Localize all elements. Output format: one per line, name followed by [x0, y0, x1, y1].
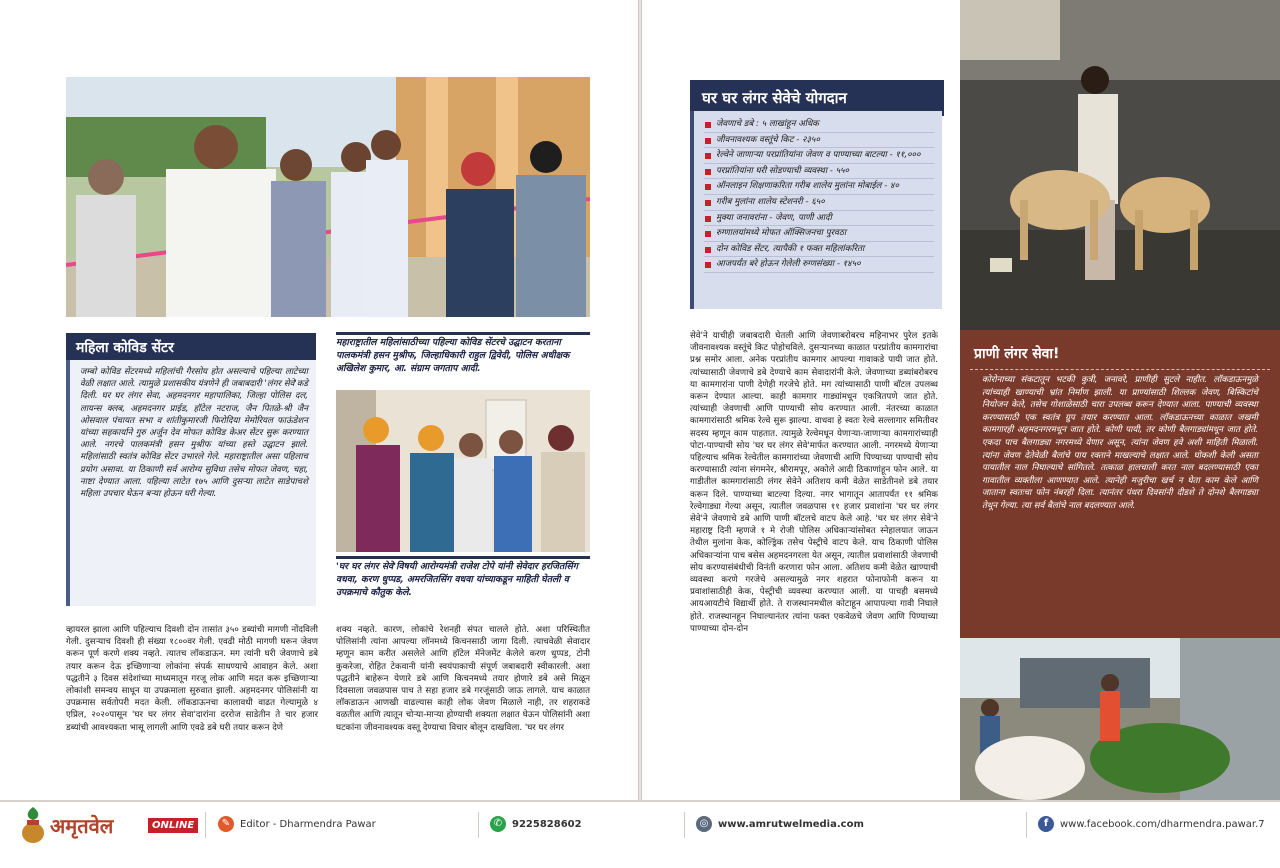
contrib-list [694, 111, 942, 279]
women-center-heading: महिला कोविड सेंटर [66, 333, 316, 362]
editor-item [218, 816, 376, 832]
right-body-column: सेवे'ने याचीही जबाबदारी घेतली आणि जेवणाबरोबरच महिनाभर पुरेल इतके जीवनावश्यक वस्तूंचे किट पोहोचविले. दुसऱ्यानच्या काळात परप्रांतीय कामगारांचा प्रश्न समोर आला. अनेक परप्रांतीय कामगार आपल्या गावाकडे पायी जात होते. त्यांच्यासाठी जेवणाचे डबे देण्याचे काम सेवादारांनी केले. जेवणाच्या डब्यांबरोबरच या कामगारांना पाणी देणेही गरजेचे होते. मग त्यांच्यासाठी पाणी बॉटल उपलब्ध करून देण्यात आल्या. काही कामगार गाड्यांमधून एकत्रितपणे जात होते. त्यांच्याही जेवणाची आणि पाण्याची सोय करण्यात आली. नंतरच्या काळात कामगारांसाठी श्रमिक रेल्वे सुरू झाल्या. वाधवा हे स्वतः रेल्वे सल्लागार समितीवर सदस्य म्हणून काम पाहतात. त्यामुळे रेल्वेमधून येणाऱ्या-जाणाऱ्या कामगारांच्याही पोटा-पाण्याची सोय 'घर घर लंगर सेवे'मार्फत करण्यात आली. नगरमध्ये येणाऱ्या पहिल्याच श्रमिक रेल्वेतील कामगारांच्या जेवणाची आणि पिण्याच्या पाण्याची सोय करण्यासाठी त्यांना संगमनेर, श्रीरामपूर, अकोले आदी ठिकाणांहून फोन आले. या गाडीतील कामगारांसाठी लंगर सेवेने अतिशय कमी वेळेत साडेतीनशे डबे तयार करून दिले. पाण्याच्या बाटल्या दिल्या. नगर भागातून आतापर्यंत ११ श्रमिक रेल्वेगाड्या गेल्या असून, त्यातील जवळपास ११ हजार प्रवाशांना 'घर घर लंगर सेवे'ने जेवणाचे डबे आणि पाणी बॉटलचे वाटप केले आहे. 'घर घर लंगर सेवे'ने महाराष्ट्र दिनी म्हणजे १ मे रोजी पोलिस अधिकाऱ्यांसोबत स्नेहालयात जाऊन तेथील मुलांना केक, कोल्ड्रिंक तसेच पेस्ट्रीचे वाटप केले. याच ठिकाणी पोलिस अधिकाऱ्यांना पाच बसेस अहमदनगरला येत असून, त्यातील प्रवाशांसाठी जेवणाची सोय करण्यासंबंधीची विनंती करणारा फोन आला. अतिशय कमी वेळेत खाण्याची व्यवस्था करणे गरजेचे असल्यामुळे नगर शहरात फोनाफोनी करून या प्रवाशांसाठीही केक, पेस्ट्रीची व्यवस्था करण्यात आली. या पाचही बसमध्ये आयआयटीचे विद्यार्थी होते. ते राजस्थानमधील कोटाहून आपापल्या गावी निघाले होते. राजस्थानहून निघाल्यानंतर त्यांना फक्त एकवेळचे जेवण आणि पिण्याच्या पाण्याच्या दोन-दोन [690, 331, 938, 634]
list-item: जेवणाचे डबे : ५ लाखांहून अधिक [704, 117, 934, 133]
amrutwel-logo [18, 804, 198, 848]
website-link[interactable] [696, 816, 864, 832]
list-item: रुग्णालयांमध्ये मोफत ऑक्सिजनचा पुरवठा [704, 226, 934, 242]
footer-divider [1026, 812, 1027, 838]
whatsapp-icon: ✆ [490, 816, 506, 832]
phone-item[interactable] [490, 816, 582, 832]
facebook-text: www.facebook.com/dharmendra.pawar.7 [1060, 818, 1265, 830]
online-badge: ONLINE [148, 818, 198, 833]
contrib-box [690, 111, 942, 309]
facebook-icon: f [1038, 816, 1054, 832]
editor-text: Editor - Dharmendra Pawar [240, 818, 376, 830]
facebook-link[interactable] [1038, 816, 1265, 832]
list-item: परप्रांतियांना घरी सोडण्याची व्यवस्था - ५५० [704, 164, 934, 180]
footer [0, 800, 1280, 868]
pencil-icon: ✎ [218, 816, 234, 832]
list-item: ऑनलाइन शिक्षणाकरिता गरीब शालेय मुलांना मोबाईल - ४० [704, 179, 934, 195]
caption-rule [336, 332, 590, 335]
right-page [642, 0, 1280, 800]
left-page [0, 0, 638, 800]
health-minister-caption: 'घर घर लंगर सेवे'विषयी आरोग्यमंत्री राजेश टोपे यांनी सेवेदार हरजितसिंग वधवा, करण धुप्पड, अमरजितसिंग वधवा यांच्याकडून माहिती घेतली व उपक्रमाचे कौतुक केले. [336, 561, 578, 598]
women-center-box [66, 360, 316, 606]
dogs-feeding-photo [960, 0, 1280, 330]
footer-divider [684, 812, 685, 838]
contrib-heading: घर घर लंगर सेवेचे योगदान [690, 80, 944, 116]
left-bottom-column-2: शक्य नव्हते. कारण, लोकांचे रेशनही संपत चालले होते. अशा परिस्थितीत पोलिसांनी त्यांना आपल्या लॉनमध्ये किचनसाठी जागा दिली. त्याचवेळी सेवादार म्हणून काम करीत असलेले आणि हॉटेल मॅनेजमेंट केलेले करण धुप्पड, टोनी कुकरेजा, रोहित टेकवानी यांनी स्वयंपाकाची संपूर्ण जबाबदारी स्वीकारली. अशा पद्धतीने बाहेरून येणारे डबे आणि किचनमध्ये तयार होणारे डबे असे मिळून दिवसाला जवळपास पाच ते सहा हजार डबे गरजूंसाठी जाऊ लागले. याच काळात लॉकडाऊन आणखी वाढल्यास काही लोक जेवण मिळाले नाही, तर शहराकडे वळतील आणि त्यातून चोऱ्या-माऱ्या होण्याची शक्यता लक्षात घेऊन पोलिसांनी अशा घटकांना जीवनावश्यक वस्तू देण्याचा विचार बोलून दाखविला. 'घर घर लंगर [336, 625, 590, 733]
caption-rule-2 [336, 556, 590, 559]
kalash-icon [18, 804, 48, 846]
health-minister-photo [336, 390, 590, 552]
animal-langar-heading: प्राणी लंगर सेवा! [974, 346, 1060, 362]
animal-langar-panel [960, 330, 1280, 638]
logo-text: अमृतवेल [50, 814, 114, 838]
animal-langar-body: कोरोनाच्या संकटातून भटकी कुत्री, जनावरे, प्राणीही सुटले नाहीत. लॉकडाऊनमुळे त्यांच्याही खाण्याची भ्रांत निर्माण झाली. या प्राण्यांसाठी शिल्लक जेवण, बिस्किटांचे नियोजन केले, तसेच गोशाळेसाठी चारा उपलब्ध करून देण्यात आला. पाण्याची व्यवस्था करण्यासाठी एक स्वतंत्र ग्रुप तयार करण्यात आला. लॉकडाऊनच्या काळात जखमी कामगारही अहमदनगरमधून जात होते. कोणी पायी, तर कोणी बैलगाड्यांमधून जात होते. एकदा पाच बैलगाड्या नगरमध्ये येणार असून, त्यांना जेवण हवे अशी माहिती मिळाली. त्यांना जेवण देतेवेळी बैलांचे पाय रक्ताने माखल्याचे लक्षात आले. घोकशी केली असता पायातील नाल निघाल्याचे सांगितले. तत्काळ हालचाली करत नाल बदलण्यासाठी एका गावातील व्यक्तीला आणण्यात आले. त्यानेही मजुरीचा खर्च न घेता काम केले आणि जाताना स्वतःचा फोन नंबरही दिला. त्यानंतर पंधरा दिवसांनी दीडशे ते दोनशे बैलगाड्या तेथून गेल्या. त्या सर्व बैलांचे नाल बदलण्यात आले. [970, 369, 1270, 517]
footer-divider [205, 812, 206, 838]
list-item: जीवनावश्यक वस्तूंचे किट - २३५० [704, 133, 934, 149]
list-item: मुक्या जनावरांना - जेवण, पाणी आदी [704, 211, 934, 227]
website-text: www.amrutwelmedia.com [718, 818, 864, 830]
inauguration-caption: महाराष्ट्रातील महिलांसाठीच्या पहिल्या कोविड सेंटरचे उद्घाटन करताना पालकमंत्री हसन मुश्रीफ, जिल्हाधिकारी राहुल द्विवेदी, पोलिस अधीक्षक अखिलेश कुमार, आ. संग्राम जगताप आदी. [336, 337, 570, 374]
list-item: दोन कोविड सेंटर, त्यापैकी १ फक्त महिलांकरिता [704, 242, 934, 258]
list-item: आजपर्यंत बरे होऊन गेलेली रुग्णसंख्या - १४५० [704, 257, 934, 273]
globe-icon: ◎ [696, 816, 712, 832]
cattle-photo [960, 638, 1280, 800]
women-center-body: जम्बो कोविड सेंटरमध्ये महिलांची गैरसोय होत असल्याचे पहिल्या लाटेच्या वेळी लक्षात आले. त्यामुळे प्रशासकीय यंत्रणेने ही जबाबदारी 'लंगर सेवे'कडे दिली. घर घर लंगर सेवा, अहमदनगर महापालिका, जिल्हा पोलिस दल, लायन्स क्लब, अहमदनगर प्राईड, हॉटेल नटराज, जैन पितळे-श्री जैन ओसवाल पंचायत सभा व शांतीकुमारजी फिरोदिया मेमोरियल फाऊंडेशन यांच्या सहकार्याने गुरु अर्जुन देव मोफत कोविड केअर सेंटर सुरू करण्यात आले. नगरचे पालकमंत्री हसन मुश्रीफ यांच्या हस्ते उद्घाटन झाले. महिलांसाठी स्वतंत्र कोविड सेंटर उभारले गेले. महाराष्ट्रातील असा पहिलाच प्रयोग असावा. या ठिकाणी सर्व आरोग्य सुविधा तसेच मोफत जेवण, चहा, नाष्टा देण्यात आला. पहिल्या लाटेत १७५ आणि दुसऱ्या लाटेत साडेपाचशे महिला उपचार घेऊन बऱ्या होऊन घरी गेल्या. [80, 367, 308, 500]
inauguration-photo [66, 77, 590, 317]
list-item: गरीब मुलांना शालेय स्टेशनरी - ६५० [704, 195, 934, 211]
list-item: रेल्वेने जाणाऱ्या परप्रांतियांना जेवण व पाण्याच्या बाटल्या - ११,००० [704, 148, 934, 164]
phone-text: 9225828602 [512, 818, 582, 830]
footer-divider [478, 812, 479, 838]
left-bottom-column-1: व्हायरल झाला आणि पहिल्याच दिवशी दोन तासांत ३५० डब्यांची मागणी नोंदविली गेली. दुसऱ्याच दिवशी ही संख्या १८००वर गेली. एवढी मोठी मागणी घरून जेवण करून पूर्ण करणे शक्य नव्हते. त्यातच लॉकडाऊन. मग त्यांनी घरी जेवणाचे डबे तयार करून देऊ इच्छिणाऱ्या लोकांना संपर्क साधण्याचे आवाहन केले. अशा पद्धतीने ३ दिवस संदेशांच्या माध्यमातून गरजू लोक आणि मदत करू इच्छिणाऱ्या लोकांशी समन्वय साधून या उपक्रमाला सुरुवात झाली. अहमदनगर पोलिसांनी या उपक्रमास सर्वतोपरी मदत केली. लॉकडाऊनचा कालावधी वाढत गेल्यामुळे ४ एप्रिल, २०२०पासून 'घर घर लंगर सेवा'दारांना दररोज साडेतीन ते चार हजार डब्यांची आवश्यकता भासू लागली आणि एवढे डबे घरी तयार करून देणे [66, 625, 318, 733]
